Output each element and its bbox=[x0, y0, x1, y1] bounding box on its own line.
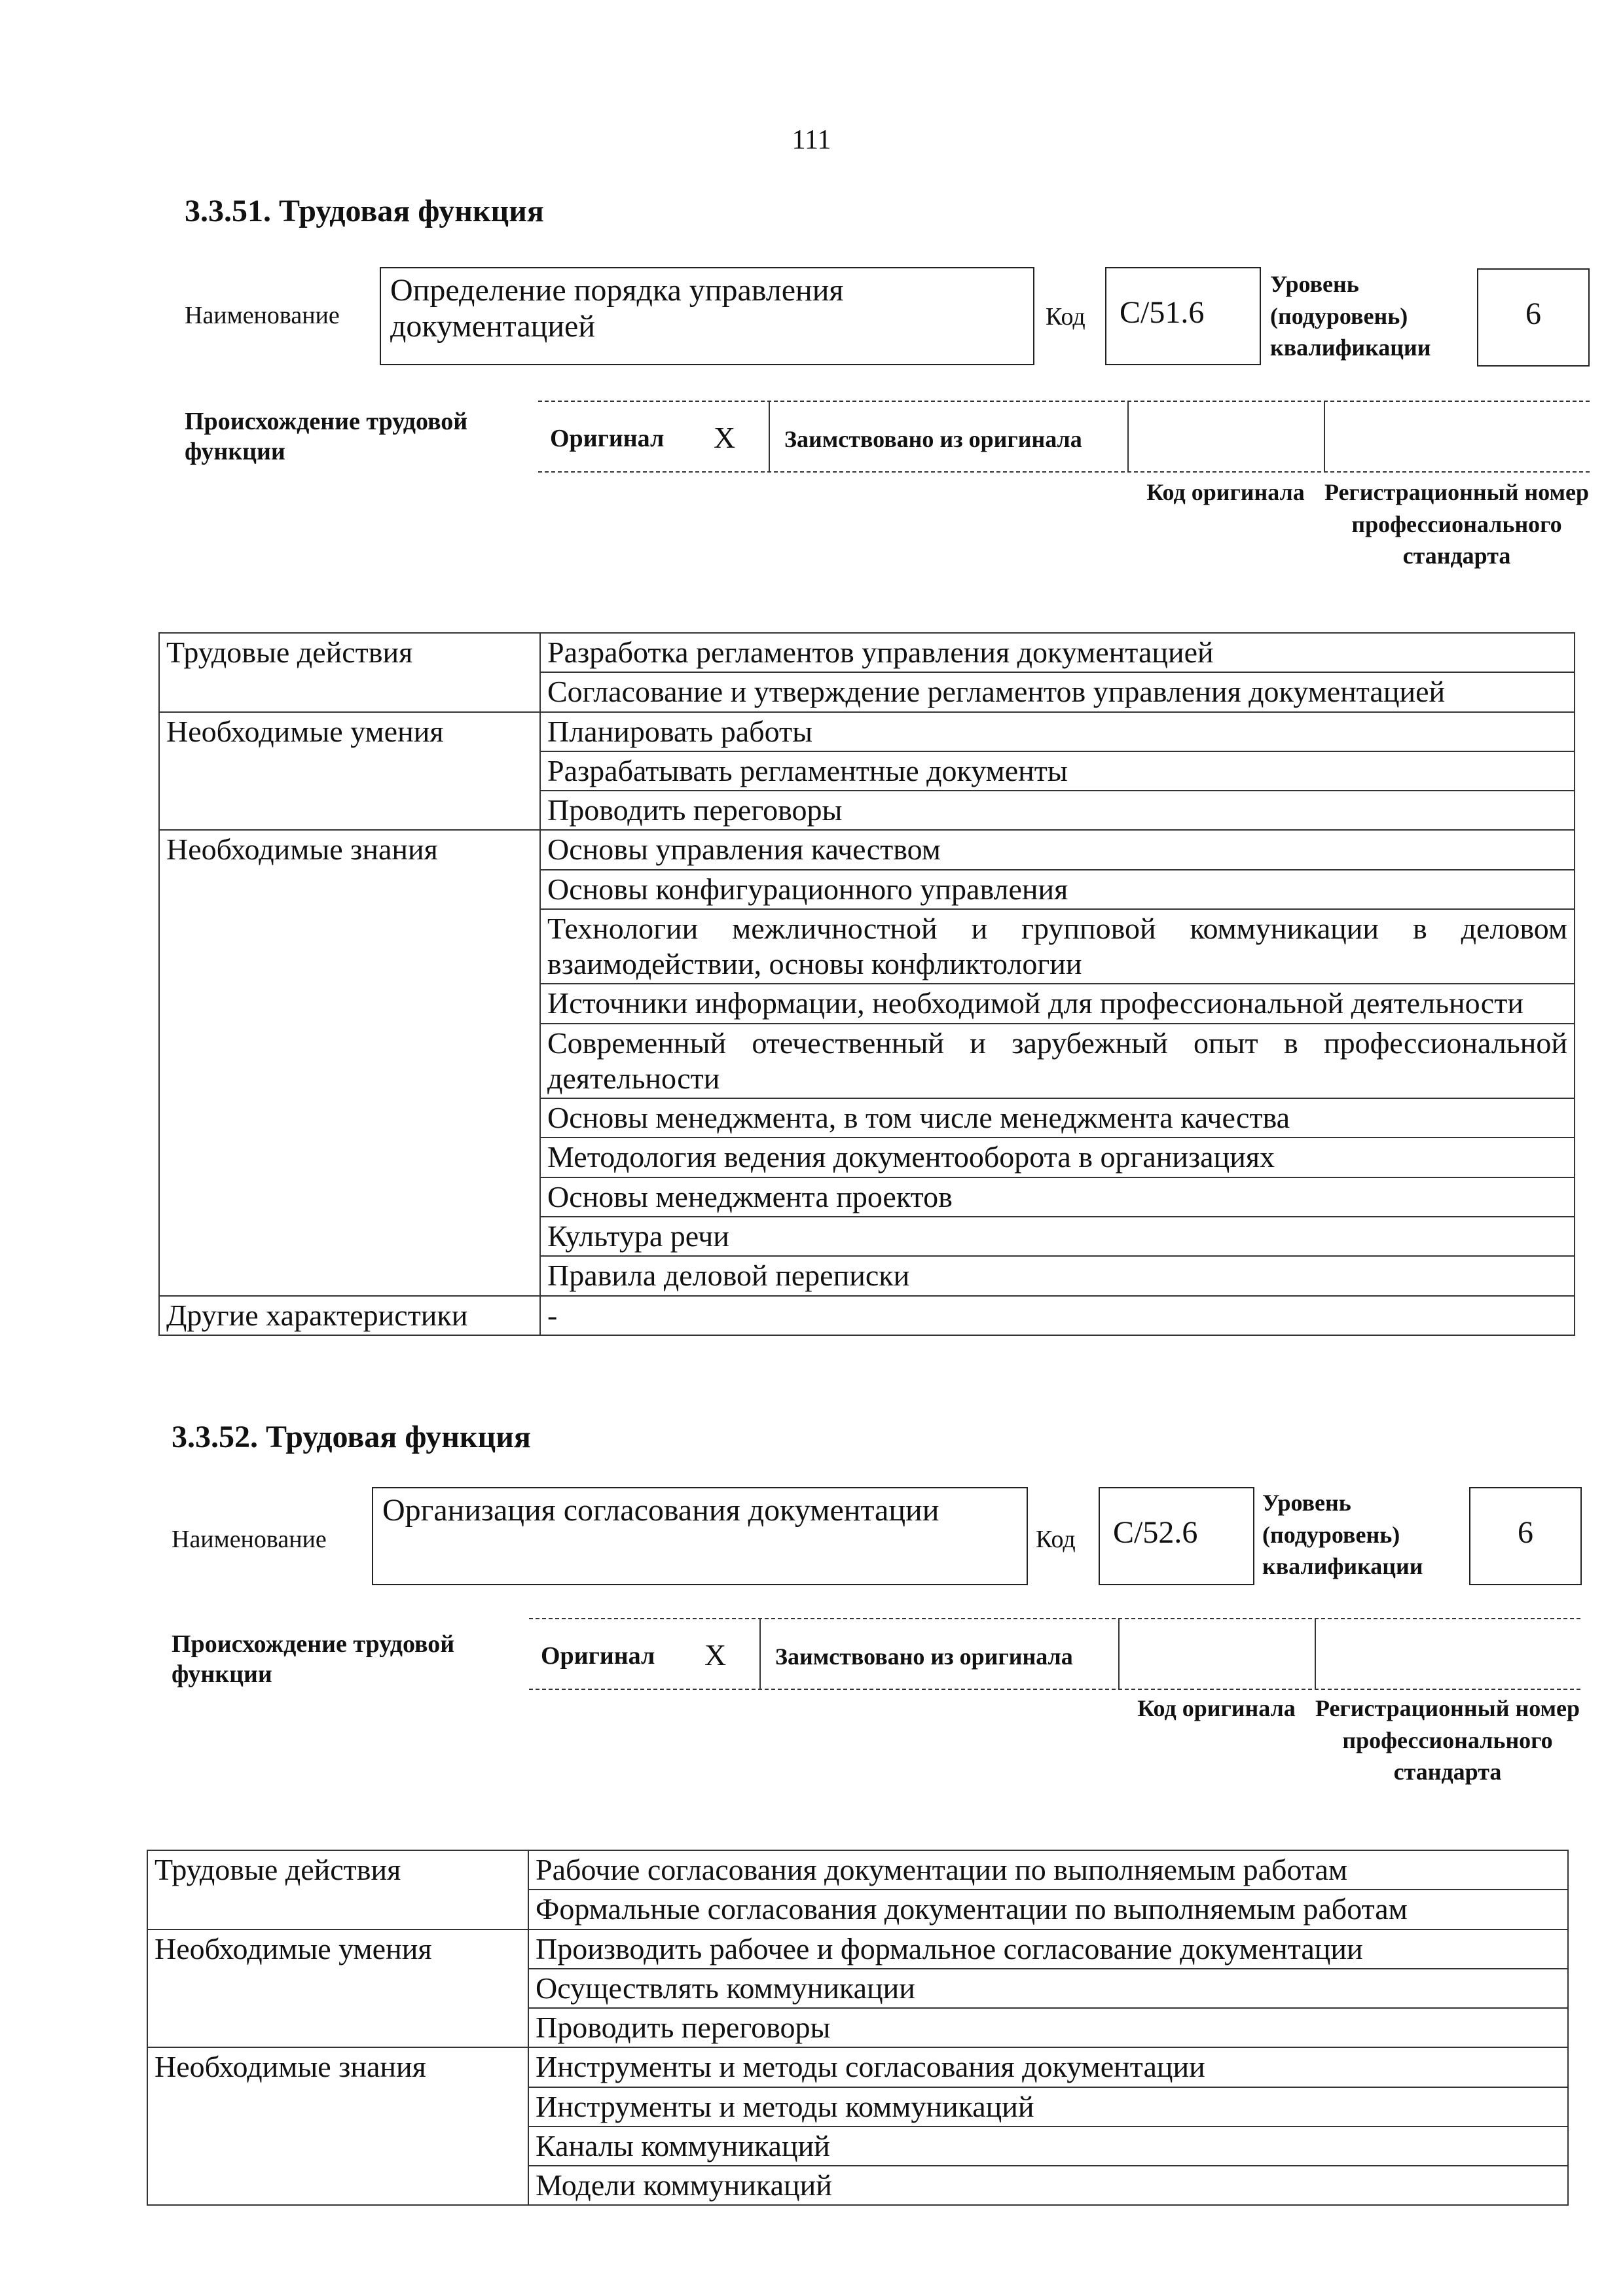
table-cell: Согласование и утверждение регламентов управления документацией bbox=[540, 672, 1575, 711]
function-table-52 bbox=[147, 1850, 1569, 2206]
table-cell: Источники информации, необходимой для профессиональной деятельности bbox=[540, 984, 1575, 1023]
name-value-52: Организация согласования документации bbox=[372, 1487, 1028, 1585]
section-title-51: 3.3.51. Трудовая функция bbox=[185, 194, 544, 228]
category-knowledge: Необходимые знания bbox=[147, 2047, 528, 2205]
code-label-51: Код bbox=[1046, 303, 1085, 331]
name-value-51: Определение порядка управления документацией bbox=[380, 267, 1034, 365]
origin-borrowed-label: Заимствовано из оригинала bbox=[784, 426, 1082, 452]
table-cell: Рабочие согласования документации по выполняемым работам bbox=[528, 1850, 1568, 1890]
origin-code-caption-51: Код оригинала bbox=[1146, 479, 1305, 505]
table-cell: Разработка регламентов управления документацией bbox=[540, 633, 1575, 672]
origin-label-51: Происхождение трудовой функции bbox=[185, 408, 468, 465]
table-cell: Планировать работы bbox=[540, 712, 1575, 751]
table-cell: Разрабатывать регламентные документы bbox=[540, 751, 1575, 791]
section-title-52: 3.3.52. Трудовая функция bbox=[172, 1420, 531, 1454]
level-value-51: 6 bbox=[1477, 268, 1590, 367]
level-label-52: Уровень (подуровень) квалификации bbox=[1262, 1490, 1423, 1580]
code-label-52: Код bbox=[1036, 1526, 1076, 1553]
table-cell: Проводить переговоры bbox=[528, 2008, 1568, 2047]
table-cell: Проводить переговоры bbox=[540, 791, 1575, 830]
table-cell: Культура речи bbox=[540, 1217, 1575, 1256]
category-knowledge: Необходимые знания bbox=[159, 830, 540, 1295]
table-cell: Основы конфигурационного управления bbox=[540, 870, 1575, 909]
table-cell: Основы менеджмента, в том числе менеджмента качества bbox=[540, 1098, 1575, 1138]
name-label-52: Наименование bbox=[172, 1526, 327, 1553]
code-value-51: C/51.6 bbox=[1105, 267, 1261, 365]
table-cell: Формальные согласования документации по выполняемым работам bbox=[528, 1890, 1568, 1929]
table-cell: Осуществлять коммуникации bbox=[528, 1969, 1568, 2008]
category-skills: Необходимые умения bbox=[147, 1929, 528, 2048]
code-value-52: C/52.6 bbox=[1099, 1487, 1254, 1585]
page-number: 111 bbox=[792, 125, 831, 155]
origin-original-label: Оригинал bbox=[550, 425, 665, 452]
table-cell: Производить рабочее и формальное согласование документации bbox=[528, 1929, 1568, 1969]
origin-reg-caption-52: Регистрационный номер профессионального стандарта bbox=[1315, 1695, 1580, 1785]
table-cell: Технологии межличностной и групповой коммуникации в деловом взаимодействии, основы конфликтологии bbox=[540, 909, 1575, 984]
table-cell: Основы менеджмента проектов bbox=[540, 1177, 1575, 1217]
origin-row-51 bbox=[538, 401, 1590, 473]
category-labor-actions: Трудовые действия bbox=[159, 633, 540, 712]
table-cell: Каналы коммуникаций bbox=[528, 2126, 1568, 2166]
function-table-51 bbox=[158, 632, 1575, 1336]
origin-borrowed-label: Заимствовано из оригинала bbox=[775, 1643, 1073, 1670]
origin-code-cell bbox=[1127, 402, 1324, 471]
origin-reg-caption-51: Регистрационный номер профессионального стандарта bbox=[1324, 479, 1590, 569]
level-value-52: 6 bbox=[1469, 1487, 1582, 1585]
table-cell: Инструменты и методы согласования документации bbox=[528, 2047, 1568, 2087]
table-cell: Модели коммуникаций bbox=[528, 2166, 1568, 2205]
origin-label-52: Происхождение трудовой функции bbox=[172, 1630, 455, 1688]
origin-row-52 bbox=[529, 1618, 1580, 1690]
origin-mark: X bbox=[714, 421, 736, 454]
origin-mark: X bbox=[704, 1638, 727, 1672]
category-other: Другие характеристики bbox=[159, 1296, 540, 1335]
table-cell: Правила деловой переписки bbox=[540, 1256, 1575, 1295]
table-cell: Методология ведения документооборота в организациях bbox=[540, 1138, 1575, 1177]
origin-reg-cell bbox=[1315, 1619, 1580, 1689]
table-cell: Основы управления качеством bbox=[540, 830, 1575, 869]
level-label-51: Уровень (подуровень) квалификации bbox=[1270, 271, 1431, 361]
origin-code-cell bbox=[1118, 1619, 1315, 1689]
table-cell: - bbox=[540, 1296, 1575, 1335]
table-cell: Современный отечественный и зарубежный опыт в профессиональной деятельности bbox=[540, 1024, 1575, 1099]
table-cell: Инструменты и методы коммуникаций bbox=[528, 2087, 1568, 2126]
category-skills: Необходимые умения bbox=[159, 712, 540, 831]
origin-reg-cell bbox=[1324, 402, 1590, 471]
name-label-51: Наименование bbox=[185, 302, 340, 329]
origin-original-label: Оригинал bbox=[541, 1642, 655, 1670]
category-labor-actions: Трудовые действия bbox=[147, 1850, 528, 1929]
origin-code-caption-52: Код оригинала bbox=[1137, 1695, 1296, 1721]
